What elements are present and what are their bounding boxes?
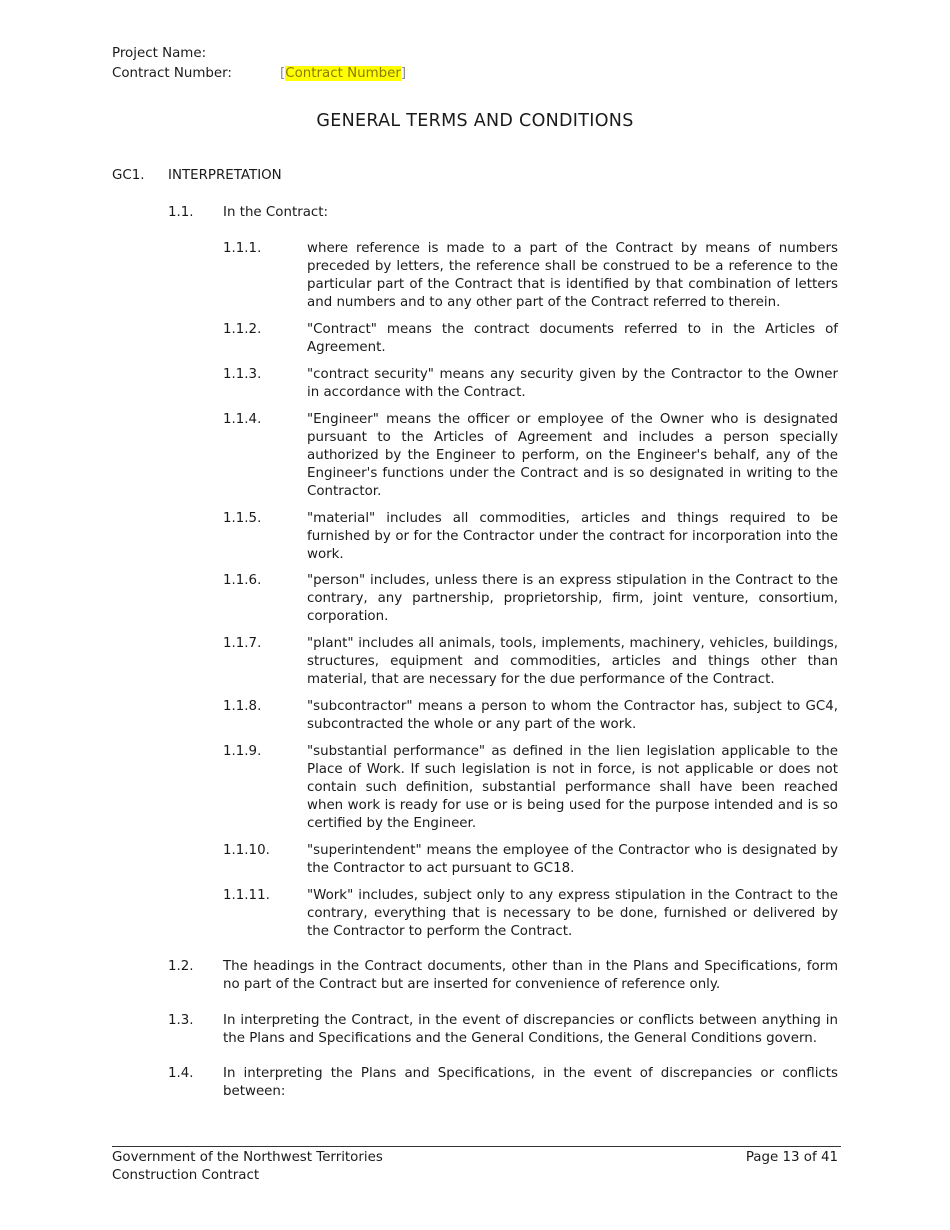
subclause-1-1-2 — [223, 321, 838, 357]
subclause-text: "material" includes all commodities, articles and things required to be furnished by or for the Contractor under the contract for incorporation into the work. — [307, 511, 838, 562]
subclause-number: 1.1.11. — [223, 888, 270, 903]
subclause-1-1-1 — [223, 240, 838, 312]
clause-text: In interpreting the Contract, in the event of discrepancies or conflicts between anything in the Plans and Specifications and the General Conditions, the General Conditions govern. — [223, 1013, 838, 1046]
clause-1-3 — [168, 1012, 838, 1048]
footer-page-number: Page 13 of 41 — [745, 1150, 838, 1165]
contract-number-placeholder[interactable]: Contract Number — [285, 66, 401, 81]
clause-number: 1.4. — [168, 1066, 194, 1081]
project-name-row — [112, 44, 280, 64]
subclause-number: 1.1.9. — [223, 744, 262, 759]
subclause-number: 1.1.5. — [223, 511, 262, 526]
subclause-number: 1.1.3. — [223, 367, 262, 382]
clause-1-2 — [168, 958, 838, 994]
footer-doc: Construction Contract — [112, 1168, 260, 1183]
subclause-number: 1.1.8. — [223, 699, 262, 714]
subclause-text: "person" includes, unless there is an express stipulation in the Contract to the contrary, any partnership, proprietorship, firm, joint venture, consortium, corporation. — [307, 573, 838, 624]
subclause-number: 1.1.2. — [223, 322, 262, 337]
page-title: GENERAL TERMS AND CONDITIONS — [316, 111, 634, 131]
subclause-text: "Work" includes, subject only to any express stipulation in the Contract to the contrary, everything that is necessary to be done, furnished or delivered by the Contractor to perform the Contract. — [307, 888, 838, 939]
subclause-number: 1.1.6. — [223, 573, 262, 588]
subclause-1-1-5 — [223, 510, 838, 564]
subclause-number: 1.1.1. — [223, 241, 262, 256]
footer-left — [112, 1149, 383, 1185]
bracket-close: ] — [400, 66, 407, 81]
project-name-label: Project Name: — [112, 46, 207, 61]
subclause-1-1-8 — [223, 698, 838, 734]
contract-number-row — [112, 64, 406, 84]
subclause-1-1-11 — [223, 887, 838, 941]
clause-text: In the Contract: — [223, 205, 329, 220]
clause-text: In interpreting the Plans and Specifications, in the event of discrepancies or conflicts between: — [223, 1066, 838, 1099]
subclause-number: 1.1.7. — [223, 636, 262, 651]
footer-org: Government of the Northwest Territories — [112, 1150, 383, 1165]
subclause-text: "Contract" means the contract documents referred to in the Articles of Agreement. — [307, 322, 838, 355]
clause-number: 1.2. — [168, 959, 194, 974]
subclause-text: "Engineer" means the officer or employee of the Owner who is designated pursuant to the Articles of Agreement and includes a person specially authorized by the Engineer to perform, on the Engineer's behalf, any of the Engineer's functions under the Contract and is so designated in writing to the Contractor. — [307, 412, 838, 499]
contract-number-label: Contract Number: — [112, 66, 232, 81]
subclause-text: "substantial performance" as defined in the lien legislation applicable to the Place of Work. If such legislation is not in force, is not applicable or does not contain such definition, substantial performance shall have been reached when work is ready for use or is being used for the purpose intended and is so certified by the Engineer. — [307, 744, 838, 831]
clause-text: The headings in the Contract documents, other than in the Plans and Specifications, form no part of the Contract but are inserted for convenience of reference only. — [223, 959, 838, 992]
subclause-number: 1.1.10. — [223, 843, 270, 858]
clause-number: 1.1. — [168, 205, 194, 220]
subclause-text: "subcontractor" means a person to whom the Contractor has, subject to GC4, subcontracted the whole or any part of the work. — [307, 699, 838, 732]
subclause-1-1-10 — [223, 842, 838, 878]
subclause-number: 1.1.4. — [223, 412, 262, 427]
subclause-text: "superintendent" means the employee of the Contractor who is designated by the Contractor to act pursuant to GC18. — [307, 843, 838, 876]
section-heading — [112, 168, 282, 183]
subclause-text: where reference is made to a part of the Contract by means of numbers preceded by letters, the reference shall be construed to be a reference to the particular part of the Contract that is identified by that combination of letters and numbers and to any other part of the Contract referred to therein. — [307, 241, 838, 310]
subclause-1-1-7 — [223, 635, 838, 689]
footer-divider — [112, 1146, 841, 1147]
subclause-1-1-9 — [223, 743, 838, 833]
section-number: GC1. — [112, 168, 145, 183]
subclause-text: "plant" includes all animals, tools, implements, machinery, vehicles, buildings, structures, equipment and commodities, articles and things other than material, that are necessary for the due performance of the Contract. — [307, 636, 838, 687]
subclause-1-1-3 — [223, 366, 838, 402]
clause-1-4 — [168, 1065, 838, 1101]
subclause-1-1-6 — [223, 572, 838, 626]
subclause-1-1-4 — [223, 411, 838, 501]
clause-1-1 — [168, 204, 838, 222]
section-title: INTERPRETATION — [168, 168, 282, 183]
clause-number: 1.3. — [168, 1013, 194, 1028]
bracket-open: [ — [280, 66, 286, 81]
subclause-text: "contract security" means any security given by the Contractor to the Owner in accordance with the Contract. — [307, 367, 838, 400]
